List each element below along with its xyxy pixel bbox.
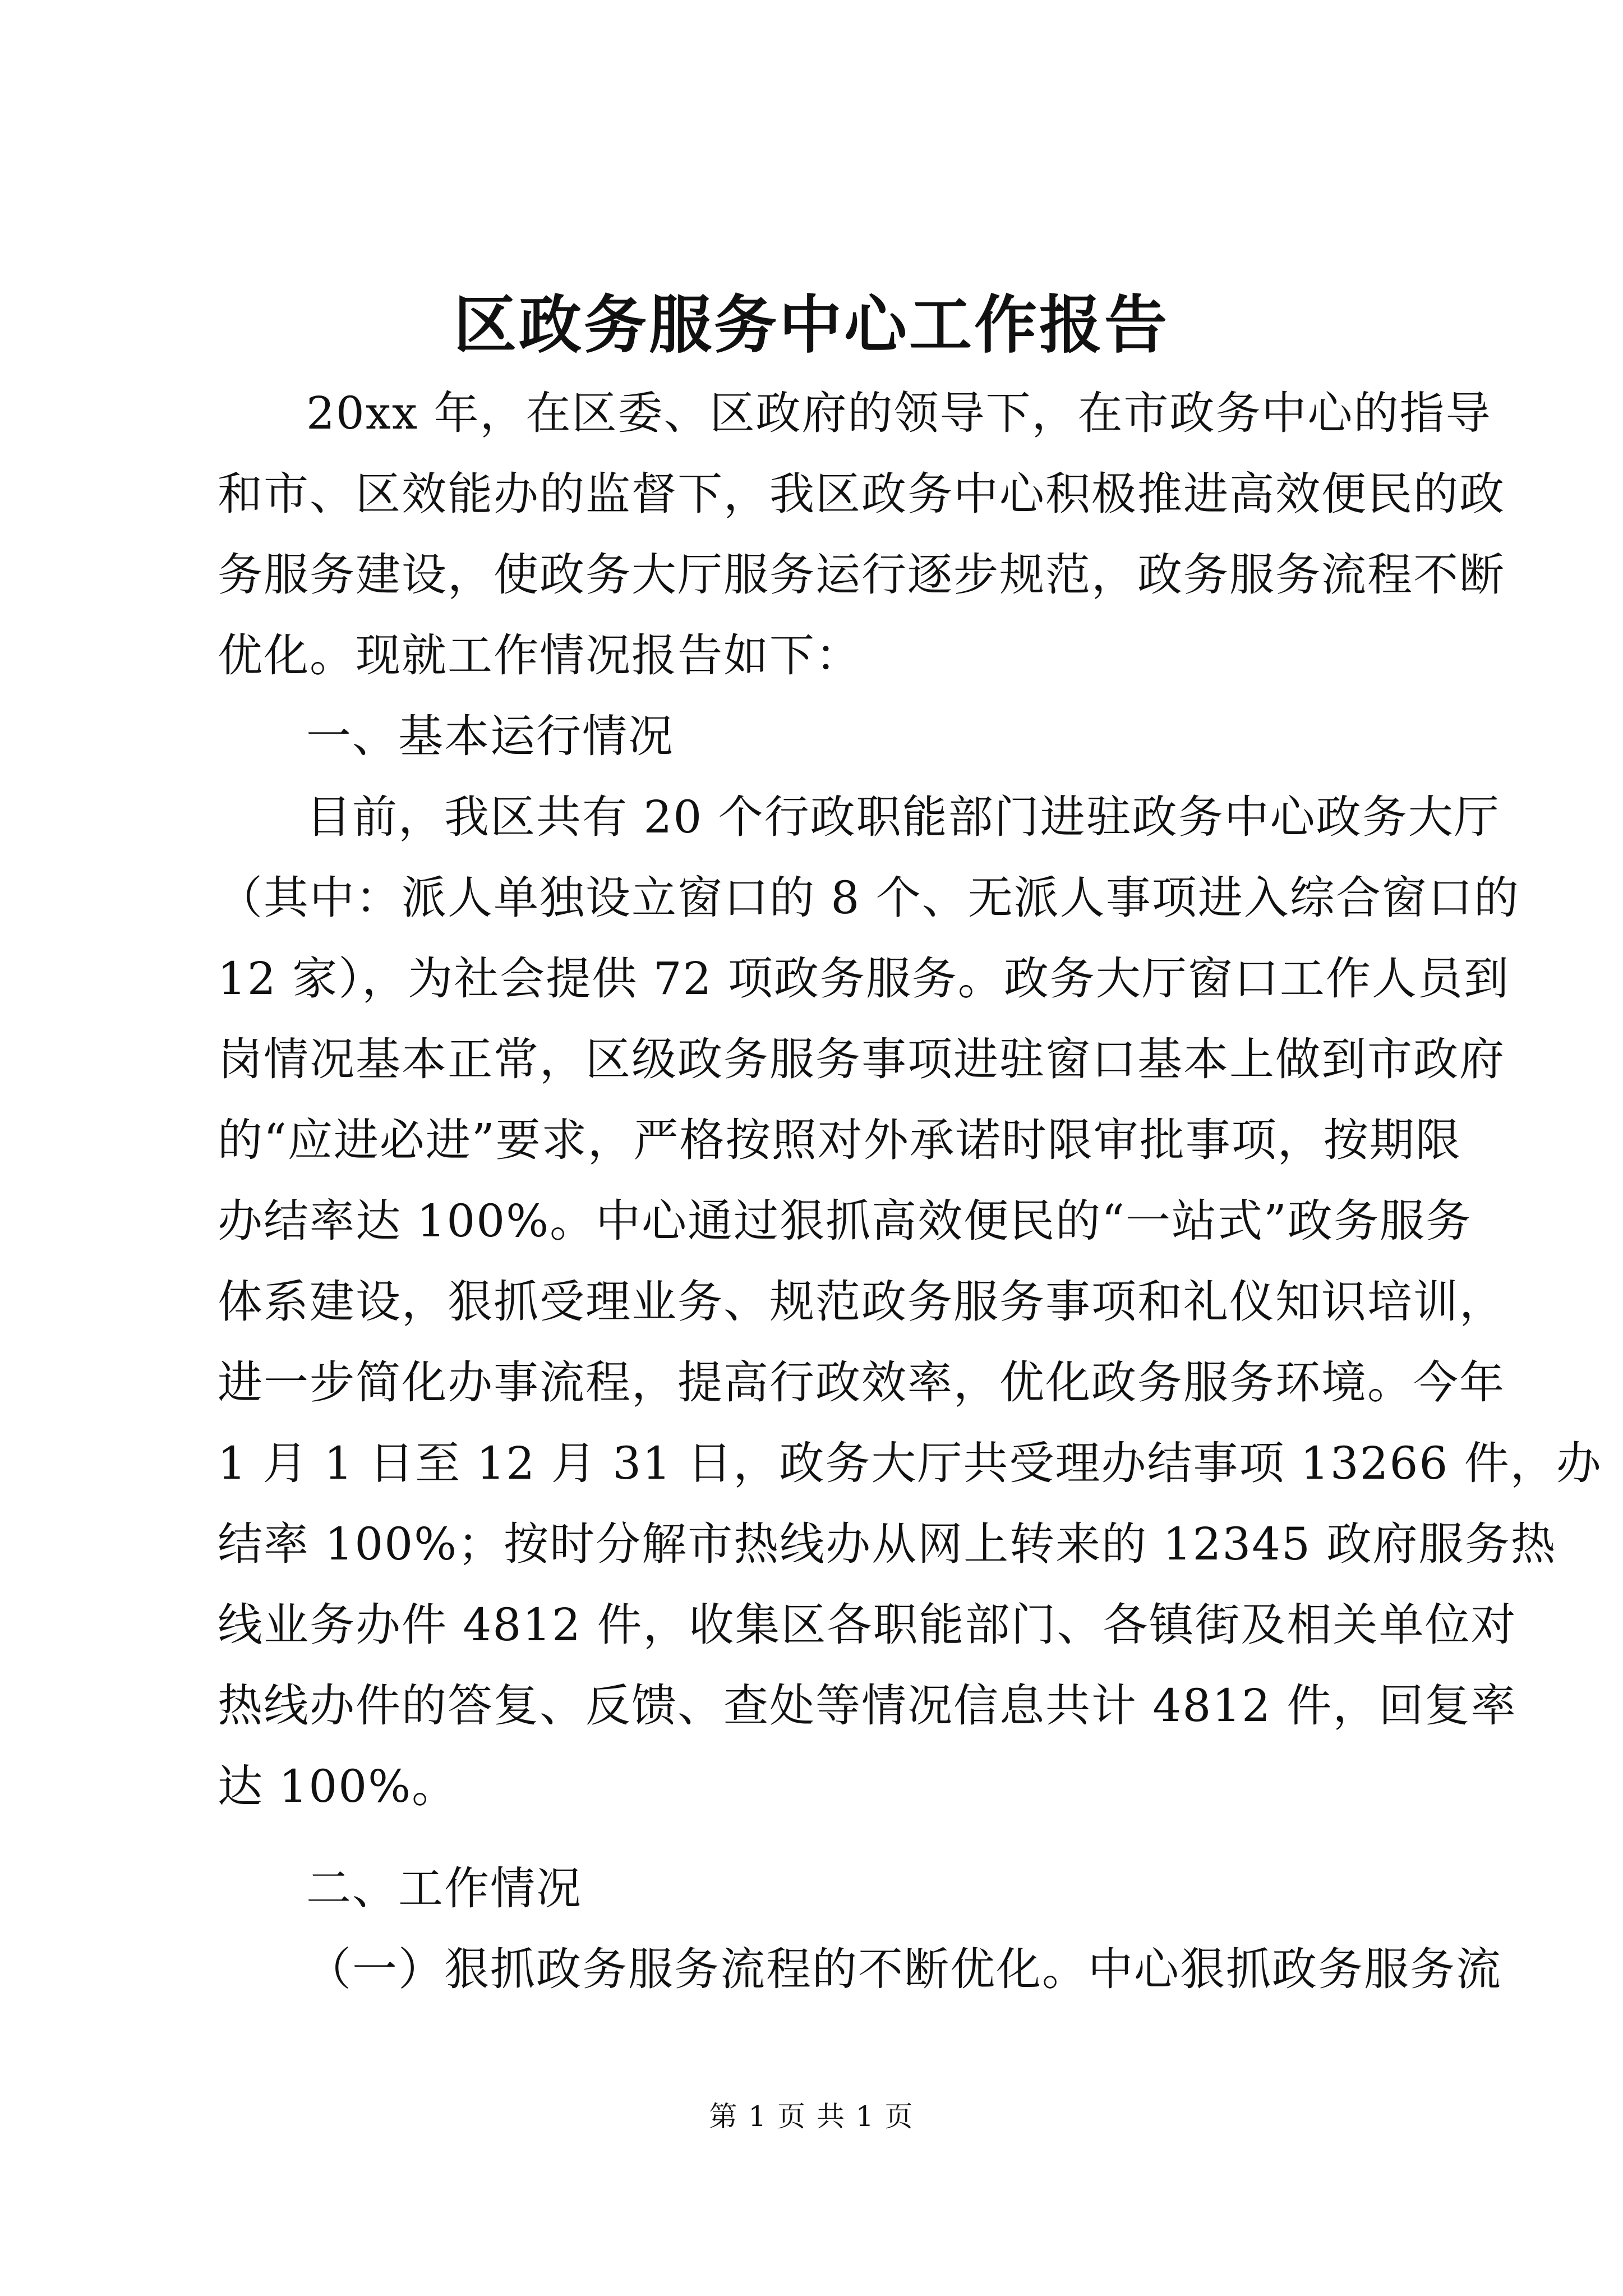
text-line: 1 月 1 日至 12 月 31 日，政务大厅共受理办结事项 13266 件，办 — [218, 1437, 1602, 1489]
text-line: 和市、区效能办的监督下，我区政务中心积极推进高效便民的政 — [218, 468, 1505, 520]
text-line: 达 100%。 — [218, 1760, 458, 1812]
text-line: 线业务办件 4812 件，收集区各职能部门、各镇街及相关单位对 — [218, 1599, 1517, 1651]
text-line: 岗情况基本正常，区级政务服务事项进驻窗口基本上做到市政府 — [218, 1033, 1505, 1085]
text-line: 优化。现就工作情况报告如下： — [218, 629, 861, 682]
text-line: 体系建设，狠抓受理业务、规范政务服务事项和礼仪知识培训， — [218, 1276, 1505, 1328]
text-line: 20xx 年，在区委、区政府的领导下，在市政务中心的指导 — [306, 387, 1492, 439]
section-heading-work-status — [218, 1848, 1423, 1929]
section-heading-basic-operation — [218, 696, 1423, 777]
text-line: 目前，我区共有 20 个行政职能部门进驻政务中心政务大厅 — [306, 791, 1500, 843]
text-line: 结率 100%；按时分解市热线办从网上转来的 12345 政府服务热 — [218, 1518, 1557, 1570]
text-line: 进一步简化办事流程，提高行政效率，优化政务服务环境。今年 — [218, 1356, 1505, 1409]
text-line: （一）狠抓政务服务流程的不断优化。中心狠抓政务服务流 — [306, 1943, 1502, 1995]
paragraph-operation-details — [218, 777, 1602, 1827]
paragraph-process-optimization — [218, 1929, 1502, 2010]
paragraph-intro — [218, 373, 1505, 696]
section-heading: 二、工作情况 — [306, 1862, 582, 1915]
text-line: 务服务建设，使政务大厅服务运行逐步规范，政务服务流程不断 — [218, 549, 1505, 601]
text-line: （其中：派人单独设立窗口的 8 个、无派人事项进入综合窗口的 — [218, 872, 1520, 924]
text-line: 的“应进必进”要求，严格按照对外承诺时限审批事项，按期限 — [218, 1114, 1461, 1166]
text-line: 办结率达 100%。中心通过狠抓高效便民的“一站式”政务服务 — [218, 1195, 1472, 1247]
section-heading: 一、基本运行情况 — [306, 710, 674, 762]
text-line: 12 家），为社会提供 72 项政务服务。政务大厅窗口工作人员到 — [218, 953, 1510, 1005]
text-line: 热线办件的答复、反馈、查处等情况信息共计 4812 件，回复率 — [218, 1680, 1517, 1732]
page-footer: 第 1 页 共 1 页 — [709, 2100, 914, 2133]
document-body — [218, 373, 1602, 2010]
document-title: 区政务服务中心工作报告 — [454, 288, 1169, 362]
